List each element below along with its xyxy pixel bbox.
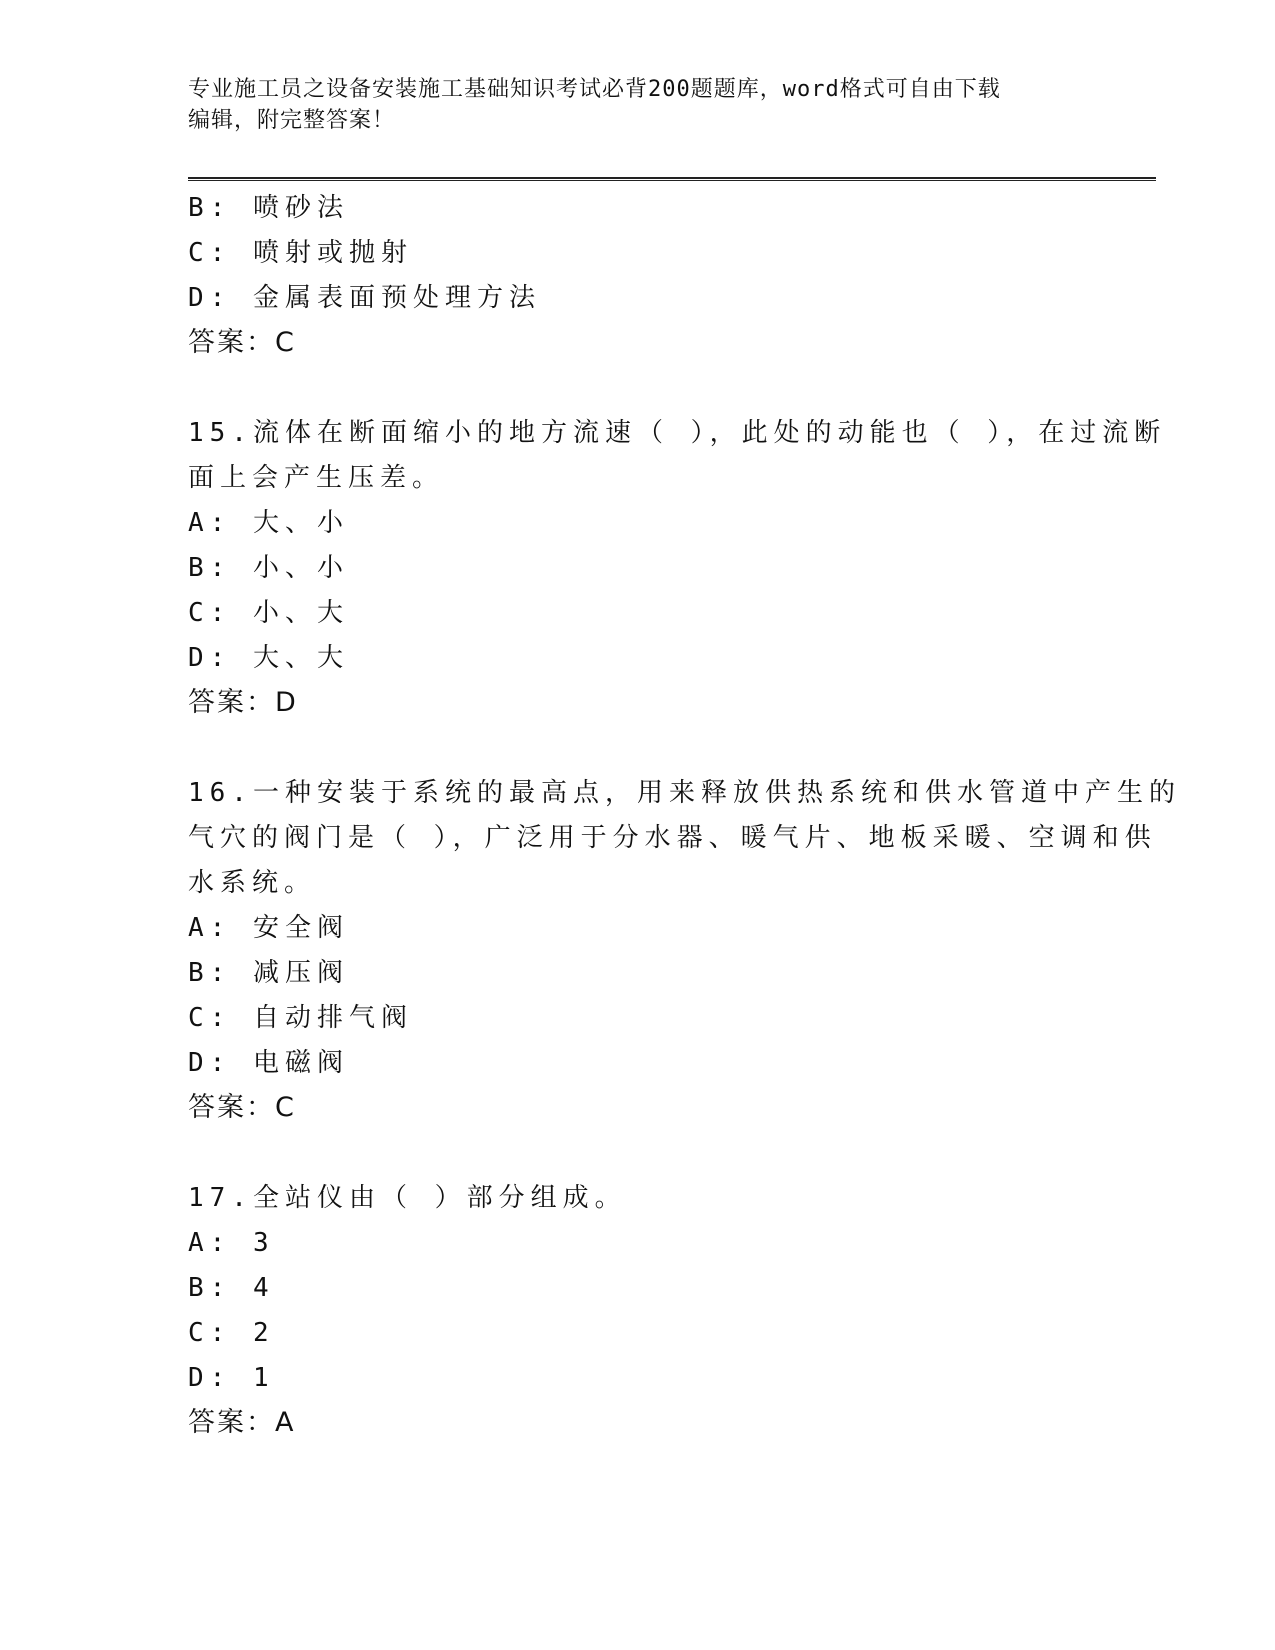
- header-line-2: 编辑，附完整答案！: [188, 108, 396, 133]
- q15-option-d: D: 大、大: [188, 643, 349, 673]
- q17-answer: 答案：A: [188, 1407, 296, 1438]
- q17-option-d: D: 1: [188, 1363, 275, 1393]
- q15-question-line-2: 面上会产生压差。: [188, 463, 445, 493]
- q14-answer: 答案：C: [188, 327, 296, 358]
- q14-option-b: B: 喷砂法: [188, 193, 349, 223]
- header-line-1: 专业施工员之设备安装施工基础知识考试必背200题题库，word格式可自由下载: [188, 77, 1001, 102]
- q15-question-line-1: 15.流体在断面缩小的地方流速（ ），此处的动能也（ ），在过流断: [188, 418, 1167, 448]
- q17-option-c: C: 2: [188, 1318, 275, 1348]
- q16-answer: 答案：C: [188, 1092, 296, 1123]
- q16-option-a: A: 安全阀: [188, 913, 349, 943]
- q15-option-c: C: 小、大: [188, 598, 349, 628]
- document-header: [188, 74, 1088, 136]
- q17-option-b: B: 4: [188, 1273, 275, 1303]
- q17-option-a: A: 3: [188, 1228, 275, 1258]
- q16-option-d: D: 电磁阀: [188, 1048, 349, 1078]
- q16-question-line-3: 水系统。: [188, 868, 317, 898]
- q16-question-line-2: 气穴的阀门是（ ），广泛用于分水器、暖气片、地板采暖、空调和供: [188, 823, 1157, 853]
- q14-option-d: D: 金属表面预处理方法: [188, 283, 541, 313]
- q14-option-c: C: 喷射或抛射: [188, 238, 413, 268]
- q16-option-c: C: 自动排气阀: [188, 1003, 413, 1033]
- q17-question-line-1: 17.全站仪由（ ）部分组成。: [188, 1183, 627, 1213]
- header-divider: [188, 177, 1156, 181]
- q16-option-b: B: 减压阀: [188, 958, 349, 988]
- q16-question-line-1: 16.一种安装于系统的最高点，用来释放供热系统和供水管道中产生的: [188, 778, 1181, 808]
- q15-option-a: A: 大、小: [188, 508, 349, 538]
- q15-option-b: B: 小、小: [188, 553, 349, 583]
- q15-answer: 答案：D: [188, 687, 298, 718]
